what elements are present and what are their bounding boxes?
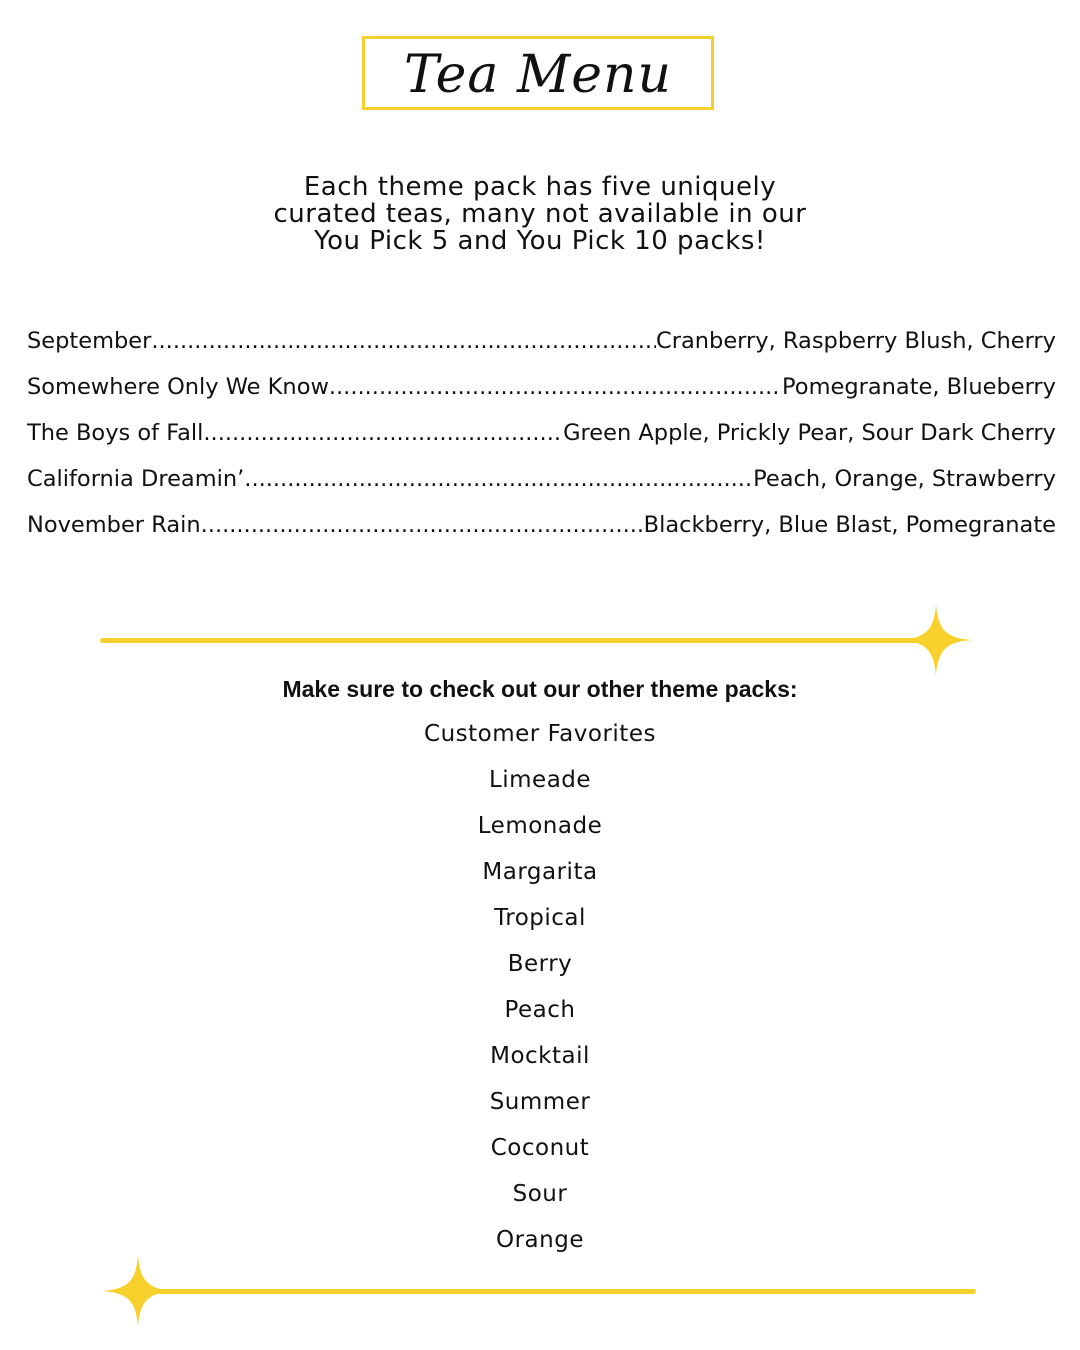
theme-pack-name: The Boys of Fall (27, 420, 204, 446)
dot-leader (244, 460, 753, 498)
title-frame (362, 36, 714, 110)
theme-pack-flavors: Peach, Orange, Strawberry (753, 466, 1056, 492)
theme-pack-row (27, 506, 1056, 552)
theme-pack-flavors: Green Apple, Prickly Pear, Sour Dark Cherry (563, 420, 1056, 446)
theme-pack-name: November Rain (27, 512, 201, 538)
theme-pack-name: September (27, 328, 152, 354)
other-pack-item: Summer (489, 1089, 591, 1115)
theme-pack-name: California Dreamin’ (27, 466, 245, 492)
theme-pack-row (27, 322, 1056, 368)
other-pack-item: Lemonade (477, 813, 603, 839)
other-pack-item: Customer Favorites (424, 721, 656, 747)
other-packs-list (0, 719, 1080, 1271)
intro-line: You Pick 5 and You Pick 10 packs! (314, 226, 766, 256)
divider-bottom (130, 1289, 976, 1294)
four-point-sparkle-icon (102, 1255, 174, 1327)
other-pack-item: Margarita (482, 859, 598, 885)
intro-text (200, 174, 880, 255)
theme-pack-name: Somewhere Only We Know (27, 374, 329, 400)
other-pack-item: Berry (507, 951, 573, 977)
theme-pack-row (27, 414, 1056, 460)
theme-pack-row (27, 460, 1056, 506)
other-pack-item: Tropical (494, 905, 586, 931)
theme-pack-list (27, 322, 1056, 552)
intro-line: Each theme pack has five uniquely (303, 172, 777, 202)
dot-leader (151, 322, 656, 360)
other-pack-item: Peach (504, 997, 576, 1023)
intro-line: curated teas, many not available in our (273, 199, 807, 229)
dot-leader (201, 506, 644, 544)
other-pack-item: Coconut (490, 1135, 590, 1161)
page-title: Tea Menu (404, 45, 672, 105)
theme-pack-row (27, 368, 1056, 414)
divider-top (100, 638, 950, 643)
other-pack-item: Mocktail (490, 1043, 590, 1069)
other-pack-item: Orange (496, 1227, 584, 1253)
other-pack-item: Sour (512, 1181, 568, 1207)
theme-pack-flavors: Cranberry, Raspberry Blush, Cherry (656, 328, 1056, 354)
other-packs-heading: Make sure to check out our other theme packs: (282, 676, 798, 702)
dot-leader (329, 368, 782, 406)
dot-leader (203, 414, 563, 452)
theme-pack-flavors: Blackberry, Blue Blast, Pomegranate (643, 512, 1056, 538)
theme-pack-flavors: Pomegranate, Blueberry (782, 374, 1056, 400)
four-point-sparkle-icon (900, 604, 972, 676)
other-pack-item: Limeade (488, 767, 592, 793)
